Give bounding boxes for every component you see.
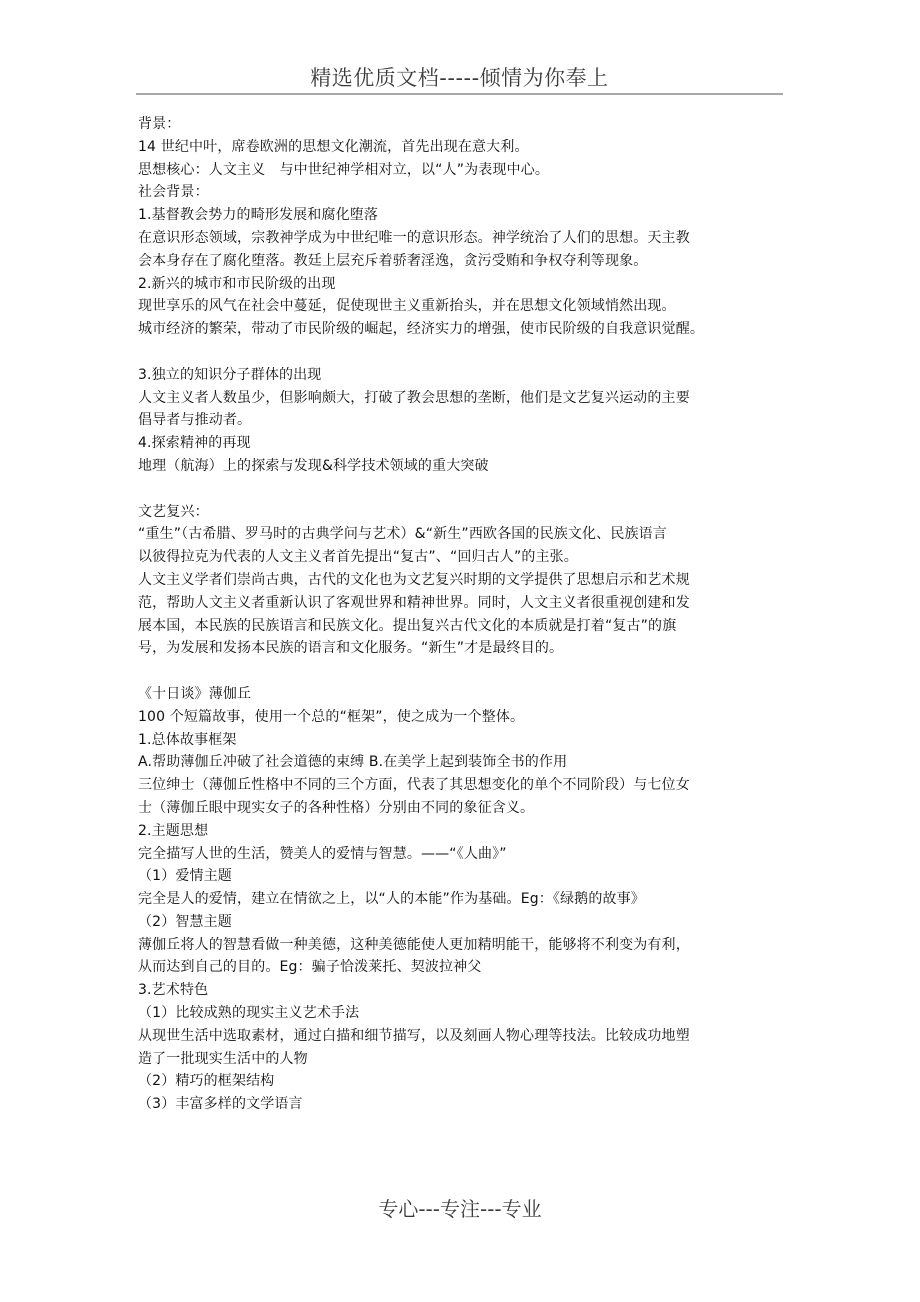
text-line: 4.探索精神的再现 bbox=[138, 435, 251, 452]
text-line: 士（薄伽丘眼中现实女子的各种性格）分别由不同的象征含义。 bbox=[138, 799, 535, 816]
text-line: 造了一批现实生活中的人物 bbox=[138, 1050, 308, 1067]
page-header-title: 精选优质文档-----倾情为你奉上 bbox=[310, 66, 609, 90]
text-line: A.帮助薄伽丘冲破了社会道德的束缚 B.在美学上起到装饰全书的作用 bbox=[138, 754, 568, 771]
text-line: 从而达到自己的目的。Eg：骗子恰泼莱托、契波拉神父 bbox=[138, 959, 482, 976]
text-line: （3）丰富多样的文学语言 bbox=[138, 1096, 303, 1113]
header-divider bbox=[136, 93, 783, 95]
text-line: 文艺复兴： bbox=[138, 503, 209, 520]
text-line: 现世享乐的风气在社会中蔓延，促使现世主义重新抬头，并在思想文化领域悄然出现。 bbox=[138, 298, 676, 315]
text-line: 会本身存在了腐化堕落。教廷上层充斥着骄奢淫逸，贪污受贿和争权夺利等现象。 bbox=[138, 252, 648, 269]
text-line: 倡导者与推动者。 bbox=[138, 412, 252, 429]
text-line: 2.主题思想 bbox=[138, 822, 209, 839]
text-line: 《十日谈》薄伽丘 bbox=[138, 685, 252, 702]
text-line: （2）智慧主题 bbox=[138, 913, 232, 930]
text-line bbox=[138, 341, 788, 364]
text-line: 100 个短篇故事，使用一个总的“框架”，使之成为一个整体。 bbox=[138, 708, 525, 725]
section-renaissance bbox=[138, 501, 788, 661]
blank-line bbox=[138, 660, 788, 683]
text-line: 2.新兴的城市和市民阶级的出现 bbox=[138, 275, 336, 292]
text-line: 3.艺术特色 bbox=[138, 982, 209, 999]
text-line: 在意识形态领域，宗教神学成为中世纪唯一的意识形态。神学统治了人们的思想。天主教 bbox=[138, 229, 690, 246]
section-decameron bbox=[138, 683, 788, 1116]
text-line: 地理（航海）上的探索与发现&科学技术领域的重大突破 bbox=[138, 457, 489, 474]
text-line: 社会背景： bbox=[138, 184, 209, 201]
text-line: 薄伽丘将人的智慧看做一种美德，这种美德能使人更加精明能干，能够将不利变为有利， bbox=[138, 936, 690, 953]
text-line: 以彼得拉克为代表的人文主义者首先提出“复古”、“回归古人”的主张。 bbox=[138, 549, 578, 566]
text-line: 展本国，本民族的民族语言和民族文化。提出复兴古代文化的本质就是打着“复古”的旗 bbox=[138, 617, 677, 634]
text-line: 1.基督教会势力的畸形发展和腐化堕落 bbox=[138, 207, 379, 224]
text-line: （1）比较成熟的现实主义艺术手法 bbox=[138, 1005, 360, 1022]
text-line: 1.总体故事框架 bbox=[138, 731, 237, 748]
blank-line bbox=[138, 478, 788, 501]
text-line: （1）爱情主题 bbox=[138, 868, 232, 885]
text-line: 三位绅士（薄伽丘性格中不同的三个方面，代表了其思想变化的单个不同阶段）与七位女 bbox=[138, 777, 690, 794]
text-line: 人文主义者人数虽少，但影响颇大，打破了教会思想的垄断，他们是文艺复兴运动的主要 bbox=[138, 389, 690, 406]
text-line: “重生”（古希腊、罗马时的古典学问与艺术）&“新生”西欧各国的民族文化、民族语言 bbox=[138, 526, 667, 543]
text-line: 完全描写人世的生活，赞美人的爱情与智慧。——“《人曲》” bbox=[138, 845, 507, 862]
text-line: 背景： bbox=[138, 116, 181, 132]
text-line: 号，为发展和发扬本民族的语言和文化服务。“新生”才是最终目的。 bbox=[138, 640, 564, 657]
document-body bbox=[138, 113, 788, 1116]
text-line: （2）精巧的框架结构 bbox=[138, 1073, 275, 1090]
text-line: 范，帮助人文主义者重新认识了客观世界和精神世界。同时，人文主义者很重视创建和发 bbox=[138, 594, 690, 611]
text-line: 从现世生活中选取素材，通过白描和细节描写，以及刻画人物心理等技法。比较成功地塑 bbox=[138, 1027, 690, 1044]
text-line: 完全是人的爱情，建立在情欲之上，以“人的本能”作为基础。Eg：《绿鹅的故事》 bbox=[138, 891, 645, 908]
text-line: 3.独立的知识分子群体的出现 bbox=[138, 366, 322, 383]
section-background bbox=[138, 113, 788, 478]
text-line: 城市经济的繁荣，带动了市民阶级的崛起，经济实力的增强，使市民阶级的自我意识觉醒。 bbox=[138, 321, 704, 338]
text-line: 思想核心：人文主义 与中世纪神学相对立，以“人”为表现中心。 bbox=[138, 161, 550, 178]
page-footer: 专心---专注---专业 bbox=[378, 1197, 542, 1221]
text-line: 人文主义学者们崇尚古典，古代的文化也为文艺复兴时期的文学提供了思想启示和艺术规 bbox=[138, 571, 690, 588]
text-line: 14 世纪中叶，席卷欧洲的思想文化潮流，首先出现在意大利。 bbox=[138, 138, 529, 155]
